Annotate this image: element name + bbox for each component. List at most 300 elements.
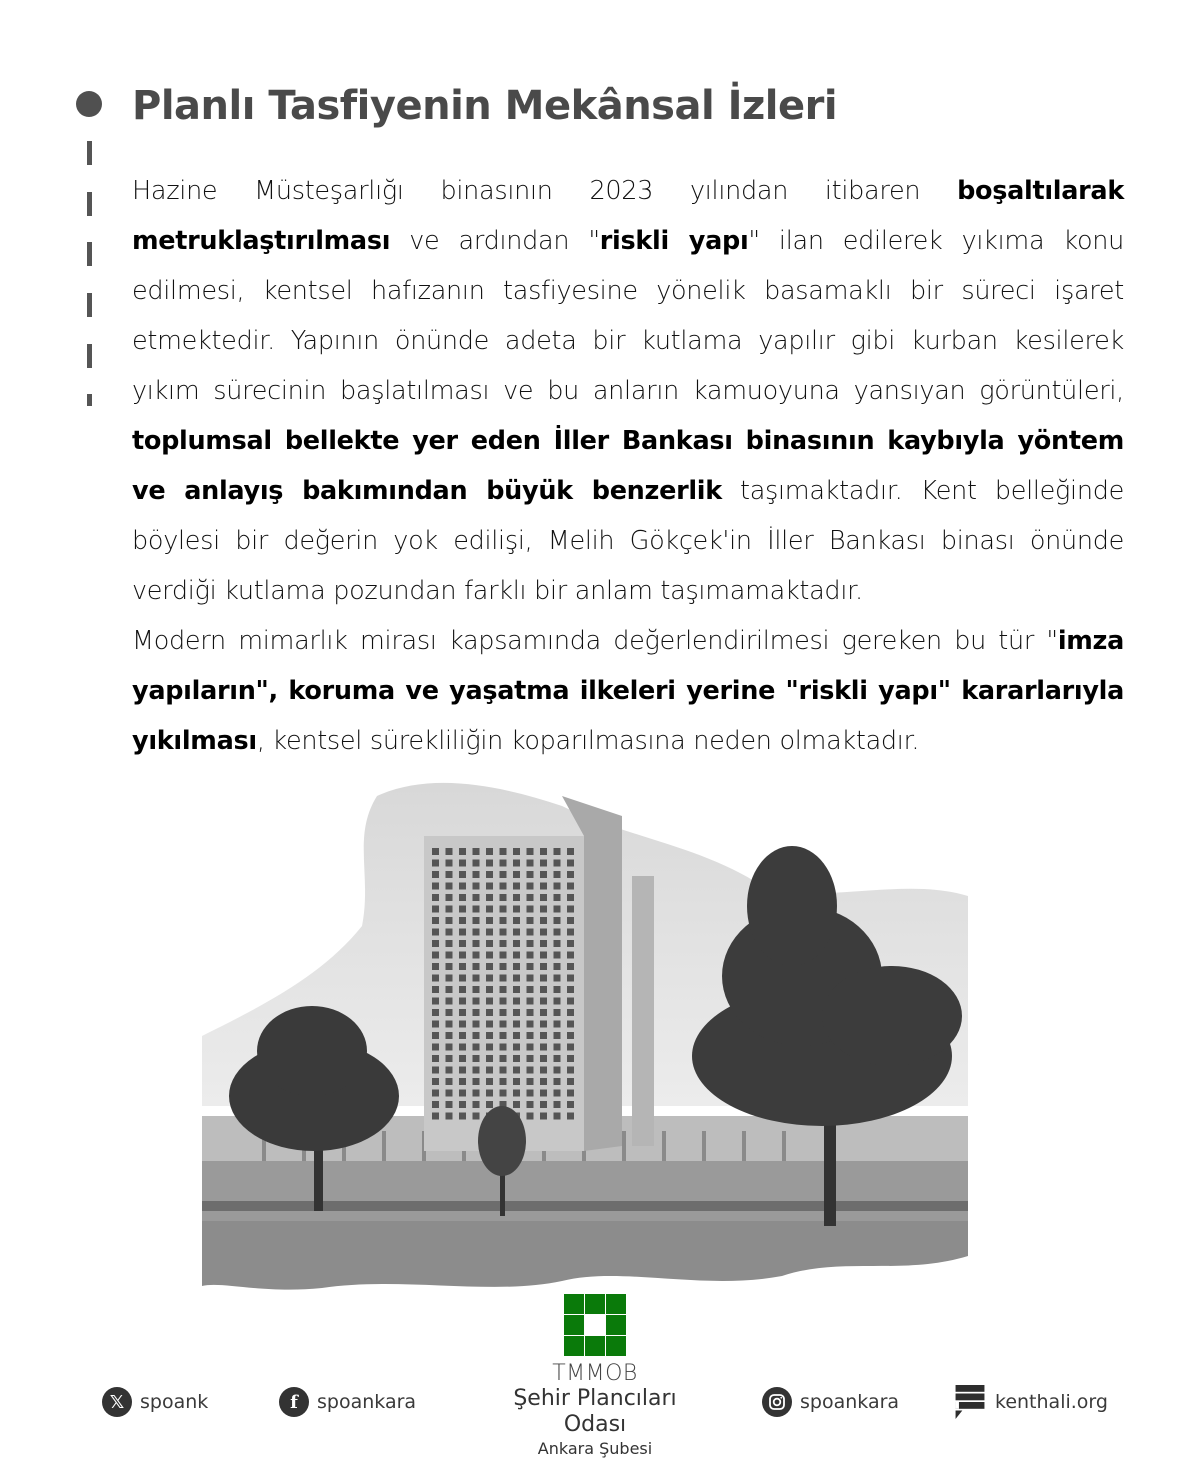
window bbox=[554, 975, 561, 982]
window bbox=[432, 1113, 439, 1120]
emphasized-text: imza yapıların", koruma ve yaşatma ilkeleri yerine "riskli yapı" kararlarıyla yıkılması bbox=[132, 626, 1124, 756]
window bbox=[513, 1021, 520, 1028]
window bbox=[500, 986, 507, 993]
window bbox=[567, 871, 574, 878]
window bbox=[459, 929, 466, 936]
window bbox=[540, 883, 547, 890]
window bbox=[459, 894, 466, 901]
website-text: kenthali.org bbox=[995, 1391, 1108, 1413]
window bbox=[473, 883, 480, 890]
window bbox=[500, 952, 507, 959]
window bbox=[527, 906, 534, 913]
dashed-line-segment bbox=[87, 293, 92, 317]
window bbox=[540, 906, 547, 913]
emphasized-text: toplumsal bellekte yer eden İller Bankası binasının kaybıyla yöntem ve anlayış bakımından büyük benzerlik bbox=[132, 426, 1124, 506]
window bbox=[540, 998, 547, 1005]
window bbox=[513, 1009, 520, 1016]
window bbox=[486, 952, 493, 959]
window bbox=[486, 1044, 493, 1051]
window bbox=[513, 1101, 520, 1108]
window bbox=[513, 883, 520, 890]
window bbox=[473, 1078, 480, 1085]
window bbox=[567, 1090, 574, 1097]
road bbox=[202, 1221, 968, 1290]
window bbox=[486, 1090, 493, 1097]
window bbox=[554, 894, 561, 901]
window bbox=[446, 894, 453, 901]
window bbox=[432, 1101, 439, 1108]
building-photo bbox=[202, 776, 968, 1296]
window bbox=[513, 940, 520, 947]
window bbox=[500, 848, 507, 855]
window bbox=[540, 894, 547, 901]
kenthali-logo-icon bbox=[953, 1385, 987, 1419]
window bbox=[446, 917, 453, 924]
org-name: Şehir Plancıları Odası bbox=[513, 1386, 677, 1437]
window bbox=[459, 986, 466, 993]
window bbox=[513, 975, 520, 982]
window bbox=[459, 860, 466, 867]
window bbox=[432, 940, 439, 947]
window bbox=[473, 1055, 480, 1062]
facebook-handle: spoankara bbox=[317, 1391, 417, 1413]
window bbox=[513, 1055, 520, 1062]
window bbox=[432, 1067, 439, 1074]
window bbox=[432, 883, 439, 890]
window bbox=[473, 963, 480, 970]
paragraph-1 bbox=[132, 166, 1124, 616]
window bbox=[567, 906, 574, 913]
window bbox=[473, 1044, 480, 1051]
window bbox=[473, 1090, 480, 1097]
spo-logo-icon bbox=[564, 1294, 626, 1356]
window bbox=[473, 975, 480, 982]
window bbox=[540, 1090, 547, 1097]
window bbox=[513, 1067, 520, 1074]
window bbox=[432, 975, 439, 982]
window bbox=[432, 1032, 439, 1039]
window bbox=[513, 952, 520, 959]
window bbox=[540, 963, 547, 970]
window bbox=[554, 848, 561, 855]
window bbox=[486, 1021, 493, 1028]
window bbox=[500, 1055, 507, 1062]
instagram-icon bbox=[762, 1387, 792, 1417]
window bbox=[473, 986, 480, 993]
window bbox=[540, 917, 547, 924]
window bbox=[527, 1021, 534, 1028]
window bbox=[540, 952, 547, 959]
emphasized-text: boşaltılarak metruklaştırılması bbox=[132, 176, 1124, 256]
window bbox=[513, 1032, 520, 1039]
window bbox=[459, 906, 466, 913]
window bbox=[540, 1055, 547, 1062]
window bbox=[567, 986, 574, 993]
window bbox=[446, 1009, 453, 1016]
window bbox=[486, 1101, 493, 1108]
window bbox=[459, 975, 466, 982]
window bbox=[473, 848, 480, 855]
window bbox=[540, 1021, 547, 1028]
window bbox=[473, 1113, 480, 1120]
window bbox=[527, 1009, 534, 1016]
window bbox=[554, 871, 561, 878]
window bbox=[540, 1044, 547, 1051]
window bbox=[513, 860, 520, 867]
window bbox=[527, 894, 534, 901]
window bbox=[567, 1113, 574, 1120]
window bbox=[540, 1067, 547, 1074]
body-text-run: taşımaktadır. Kent belleğinde böylesi bir değerin yok edilişi, Melih Gökçek'in İller Bankası binası önünde verdiği kutlama pozundan farklı bir anlam taşımamaktadır. bbox=[132, 476, 1124, 606]
window bbox=[459, 1009, 466, 1016]
window bbox=[500, 1021, 507, 1028]
window bbox=[446, 1113, 453, 1120]
window bbox=[500, 1032, 507, 1039]
window bbox=[567, 1032, 574, 1039]
window bbox=[513, 1078, 520, 1085]
window bbox=[554, 963, 561, 970]
window bbox=[486, 917, 493, 924]
window bbox=[446, 929, 453, 936]
bullet-dot-icon bbox=[76, 91, 102, 117]
window bbox=[513, 998, 520, 1005]
window bbox=[486, 1032, 493, 1039]
window bbox=[554, 998, 561, 1005]
window bbox=[567, 1021, 574, 1028]
window bbox=[459, 917, 466, 924]
body-text-run: , kentsel sürekliliğin koparılmasına neden olmaktadır. bbox=[256, 726, 920, 756]
window bbox=[473, 917, 480, 924]
window bbox=[527, 1044, 534, 1051]
window bbox=[513, 1044, 520, 1051]
window bbox=[500, 894, 507, 901]
window bbox=[446, 1021, 453, 1028]
window bbox=[554, 1009, 561, 1016]
window bbox=[459, 1021, 466, 1028]
window bbox=[527, 1101, 534, 1108]
window bbox=[500, 929, 507, 936]
window bbox=[527, 848, 534, 855]
page-title: Planlı Tasfiyenin Mekânsal İzleri bbox=[132, 83, 838, 129]
website-link[interactable] bbox=[953, 1386, 1108, 1418]
window bbox=[567, 1101, 574, 1108]
window bbox=[473, 940, 480, 947]
window bbox=[486, 1009, 493, 1016]
window bbox=[486, 1078, 493, 1085]
window bbox=[446, 1032, 453, 1039]
window bbox=[446, 1090, 453, 1097]
window bbox=[459, 1067, 466, 1074]
window bbox=[432, 917, 439, 924]
window bbox=[527, 1090, 534, 1097]
facebook-icon: f bbox=[279, 1387, 309, 1417]
window bbox=[527, 1078, 534, 1085]
window bbox=[432, 929, 439, 936]
window bbox=[432, 1055, 439, 1062]
window bbox=[540, 871, 547, 878]
dashed-line-segment bbox=[87, 192, 92, 216]
window bbox=[567, 1055, 574, 1062]
window bbox=[459, 1055, 466, 1062]
window bbox=[513, 963, 520, 970]
window bbox=[446, 940, 453, 947]
window bbox=[567, 975, 574, 982]
tower-wing bbox=[632, 876, 654, 1146]
window bbox=[567, 894, 574, 901]
window bbox=[554, 1113, 561, 1120]
window bbox=[459, 940, 466, 947]
window bbox=[446, 975, 453, 982]
window bbox=[554, 1055, 561, 1062]
x-social-link[interactable] bbox=[102, 1386, 208, 1418]
window bbox=[473, 871, 480, 878]
window bbox=[540, 1078, 547, 1085]
window bbox=[459, 963, 466, 970]
window bbox=[540, 940, 547, 947]
window bbox=[540, 1101, 547, 1108]
x-icon: 𝕏 bbox=[102, 1387, 132, 1417]
window bbox=[540, 848, 547, 855]
window bbox=[446, 883, 453, 890]
window bbox=[500, 963, 507, 970]
window bbox=[500, 883, 507, 890]
window bbox=[473, 1067, 480, 1074]
window bbox=[527, 952, 534, 959]
facebook-social-link[interactable] bbox=[279, 1386, 416, 1418]
window bbox=[500, 906, 507, 913]
window bbox=[513, 929, 520, 936]
window bbox=[554, 883, 561, 890]
window bbox=[473, 1101, 480, 1108]
window bbox=[473, 998, 480, 1005]
window bbox=[473, 894, 480, 901]
body-text-run: ve ardından " bbox=[390, 226, 600, 256]
window bbox=[540, 1009, 547, 1016]
window bbox=[567, 929, 574, 936]
window bbox=[527, 986, 534, 993]
window bbox=[459, 952, 466, 959]
emphasized-text: riskli yapı bbox=[599, 226, 749, 256]
window bbox=[527, 1067, 534, 1074]
body-text-run: Modern mimarlık mirası kapsamında değerlendirilmesi gereken bu tür " bbox=[132, 626, 1058, 656]
window bbox=[446, 1055, 453, 1062]
window bbox=[486, 975, 493, 982]
window bbox=[554, 1044, 561, 1051]
x-handle: spoank bbox=[140, 1391, 209, 1413]
window bbox=[459, 871, 466, 878]
window bbox=[486, 860, 493, 867]
body-text-run: Hazine Müsteşarlığı binasının 2023 yılından itibaren bbox=[132, 176, 958, 206]
window bbox=[567, 952, 574, 959]
window bbox=[500, 940, 507, 947]
window bbox=[486, 963, 493, 970]
window bbox=[567, 1044, 574, 1051]
window bbox=[486, 986, 493, 993]
window bbox=[432, 871, 439, 878]
window bbox=[567, 860, 574, 867]
window bbox=[567, 963, 574, 970]
window bbox=[446, 906, 453, 913]
window bbox=[554, 906, 561, 913]
window bbox=[554, 860, 561, 867]
article-body bbox=[132, 166, 1124, 766]
window bbox=[446, 848, 453, 855]
window bbox=[527, 975, 534, 982]
window bbox=[567, 848, 574, 855]
spo-logo-block bbox=[480, 1294, 710, 1460]
window bbox=[446, 1101, 453, 1108]
window bbox=[554, 986, 561, 993]
window bbox=[432, 860, 439, 867]
window bbox=[540, 929, 547, 936]
window bbox=[527, 860, 534, 867]
window bbox=[540, 986, 547, 993]
window bbox=[432, 1078, 439, 1085]
window bbox=[500, 1067, 507, 1074]
window bbox=[500, 1090, 507, 1097]
window bbox=[540, 1032, 547, 1039]
window bbox=[500, 860, 507, 867]
window bbox=[513, 848, 520, 855]
window bbox=[567, 917, 574, 924]
window bbox=[500, 998, 507, 1005]
window bbox=[500, 871, 507, 878]
window bbox=[459, 1090, 466, 1097]
paragraph-2 bbox=[132, 616, 1124, 766]
window bbox=[486, 929, 493, 936]
window bbox=[527, 940, 534, 947]
window bbox=[486, 848, 493, 855]
window bbox=[473, 906, 480, 913]
window bbox=[446, 860, 453, 867]
instagram-handle: spoankara bbox=[800, 1391, 900, 1413]
window bbox=[459, 1044, 466, 1051]
window bbox=[432, 963, 439, 970]
dashed-line-segment bbox=[87, 394, 92, 406]
window bbox=[446, 952, 453, 959]
window bbox=[486, 1055, 493, 1062]
window bbox=[527, 871, 534, 878]
window bbox=[567, 1067, 574, 1074]
window bbox=[432, 894, 439, 901]
window bbox=[459, 1032, 466, 1039]
window bbox=[432, 906, 439, 913]
window bbox=[554, 917, 561, 924]
window bbox=[459, 883, 466, 890]
window bbox=[432, 1044, 439, 1051]
window bbox=[554, 1021, 561, 1028]
window bbox=[513, 906, 520, 913]
org-tmmob: TMMOB bbox=[552, 1361, 638, 1386]
window bbox=[432, 1021, 439, 1028]
window bbox=[527, 998, 534, 1005]
window bbox=[554, 1078, 561, 1085]
window bbox=[500, 1044, 507, 1051]
window bbox=[527, 917, 534, 924]
window bbox=[486, 906, 493, 913]
window bbox=[540, 1113, 547, 1120]
window bbox=[567, 883, 574, 890]
window bbox=[500, 975, 507, 982]
window bbox=[446, 998, 453, 1005]
window bbox=[459, 1113, 466, 1120]
window bbox=[473, 860, 480, 867]
window bbox=[486, 940, 493, 947]
window bbox=[486, 894, 493, 901]
window bbox=[446, 871, 453, 878]
dashed-line-segment bbox=[87, 141, 92, 165]
window bbox=[554, 929, 561, 936]
window bbox=[554, 1090, 561, 1097]
window bbox=[554, 1101, 561, 1108]
window bbox=[432, 1090, 439, 1097]
body-text-run: " ilan edilerek yıkıma konu edilmesi, kentsel hafızanın tasfiyesine yönelik basamaklı bir süreci işaret etmektedir. Yapının önünde adeta bir kutlama yapılır gibi kurban kesilerek yıkım sürecinin başlatılması ve bu anların kamuoyuna yansıyan görüntüleri, bbox=[132, 226, 1124, 406]
window bbox=[446, 1044, 453, 1051]
window bbox=[446, 963, 453, 970]
window bbox=[513, 1090, 520, 1097]
window bbox=[513, 871, 520, 878]
window bbox=[527, 1032, 534, 1039]
window bbox=[446, 1078, 453, 1085]
window bbox=[432, 952, 439, 959]
window bbox=[554, 1032, 561, 1039]
instagram-social-link[interactable] bbox=[762, 1386, 899, 1418]
window bbox=[486, 1067, 493, 1074]
window bbox=[540, 975, 547, 982]
window bbox=[500, 917, 507, 924]
window bbox=[473, 929, 480, 936]
window bbox=[473, 1032, 480, 1039]
window bbox=[486, 998, 493, 1005]
window bbox=[527, 963, 534, 970]
window bbox=[513, 917, 520, 924]
window bbox=[513, 894, 520, 901]
window bbox=[527, 1113, 534, 1120]
window bbox=[473, 1021, 480, 1028]
window bbox=[446, 1067, 453, 1074]
window bbox=[554, 1067, 561, 1074]
window bbox=[554, 952, 561, 959]
window bbox=[459, 998, 466, 1005]
window bbox=[567, 998, 574, 1005]
window bbox=[567, 1078, 574, 1085]
window bbox=[459, 848, 466, 855]
window bbox=[486, 871, 493, 878]
window bbox=[527, 1055, 534, 1062]
window bbox=[527, 929, 534, 936]
window bbox=[432, 986, 439, 993]
window bbox=[500, 1009, 507, 1016]
window bbox=[500, 1078, 507, 1085]
window bbox=[554, 940, 561, 947]
window bbox=[486, 883, 493, 890]
org-branch: Ankara Şubesi bbox=[537, 1439, 653, 1458]
window bbox=[527, 883, 534, 890]
dashed-line-segment bbox=[87, 242, 92, 266]
dashed-line-segment bbox=[87, 344, 92, 368]
window bbox=[432, 998, 439, 1005]
window bbox=[432, 1009, 439, 1016]
window bbox=[567, 1009, 574, 1016]
window bbox=[513, 986, 520, 993]
window bbox=[567, 940, 574, 947]
window bbox=[540, 860, 547, 867]
window bbox=[446, 986, 453, 993]
window bbox=[473, 1009, 480, 1016]
window bbox=[473, 952, 480, 959]
window bbox=[432, 848, 439, 855]
window bbox=[459, 1101, 466, 1108]
